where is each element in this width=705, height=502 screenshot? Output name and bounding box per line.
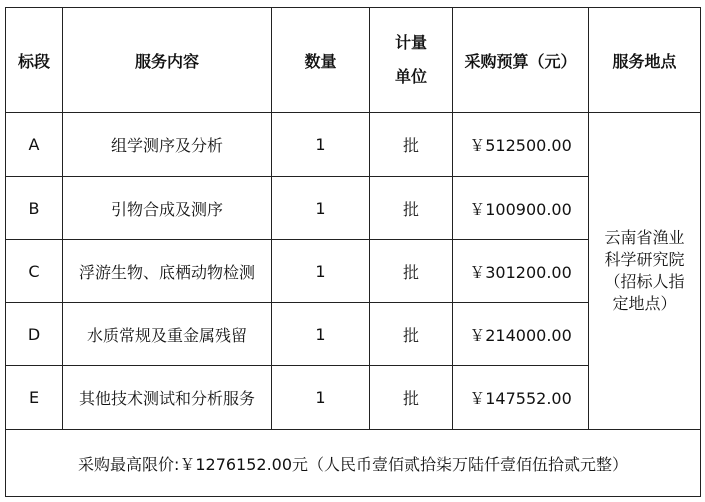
header-quantity: 数量 — [272, 8, 370, 113]
cell-budget: ￥512500.00 — [453, 113, 589, 177]
cell-content: 其他技术测试和分析服务 — [63, 366, 272, 430]
header-budget: 采购预算（元） — [453, 8, 589, 113]
cell-quantity: 1 — [272, 303, 370, 366]
cell-content: 浮游生物、底栖动物检测 — [63, 240, 272, 303]
cell-segment: C — [6, 240, 63, 303]
cell-content: 水质常规及重金属残留 — [63, 303, 272, 366]
max-price-limit: 采购最高限价:￥1276152.00元（人民币壹佰贰拾柒万陆仟壹佰伍拾贰元整） — [6, 430, 701, 497]
header-content: 服务内容 — [63, 8, 272, 113]
cell-unit: 批 — [370, 240, 453, 303]
table-header-row — [6, 8, 701, 113]
cell-budget: ￥100900.00 — [453, 177, 589, 240]
header-unit-line2: 单位 — [394, 67, 427, 86]
cell-unit: 批 — [370, 113, 453, 177]
table-footer-row — [6, 430, 701, 497]
header-segment: 标段 — [6, 8, 63, 113]
cell-location — [589, 113, 701, 430]
cell-quantity: 1 — [272, 177, 370, 240]
cell-unit: 批 — [370, 366, 453, 430]
cell-segment: E — [6, 366, 63, 430]
header-unit-line1: 计量 — [394, 33, 427, 52]
cell-segment: D — [6, 303, 63, 366]
cell-unit: 批 — [370, 303, 453, 366]
location-line: 科学研究院 — [604, 250, 685, 269]
location-line: （招标人指 — [604, 272, 685, 291]
cell-budget: ￥147552.00 — [453, 366, 589, 430]
cell-segment: B — [6, 177, 63, 240]
table-row — [6, 113, 701, 177]
cell-content: 引物合成及测序 — [63, 177, 272, 240]
cell-budget: ￥301200.00 — [453, 240, 589, 303]
cell-content: 组学测序及分析 — [63, 113, 272, 177]
cell-segment: A — [6, 113, 63, 177]
cell-quantity: 1 — [272, 113, 370, 177]
procurement-table — [5, 7, 701, 497]
cell-budget: ￥214000.00 — [453, 303, 589, 366]
header-location: 服务地点 — [589, 8, 701, 113]
location-line: 云南省渔业 — [604, 228, 685, 247]
cell-quantity: 1 — [272, 240, 370, 303]
header-unit — [370, 8, 453, 113]
location-line: 定地点） — [612, 294, 677, 313]
cell-unit: 批 — [370, 177, 453, 240]
cell-quantity: 1 — [272, 366, 370, 430]
